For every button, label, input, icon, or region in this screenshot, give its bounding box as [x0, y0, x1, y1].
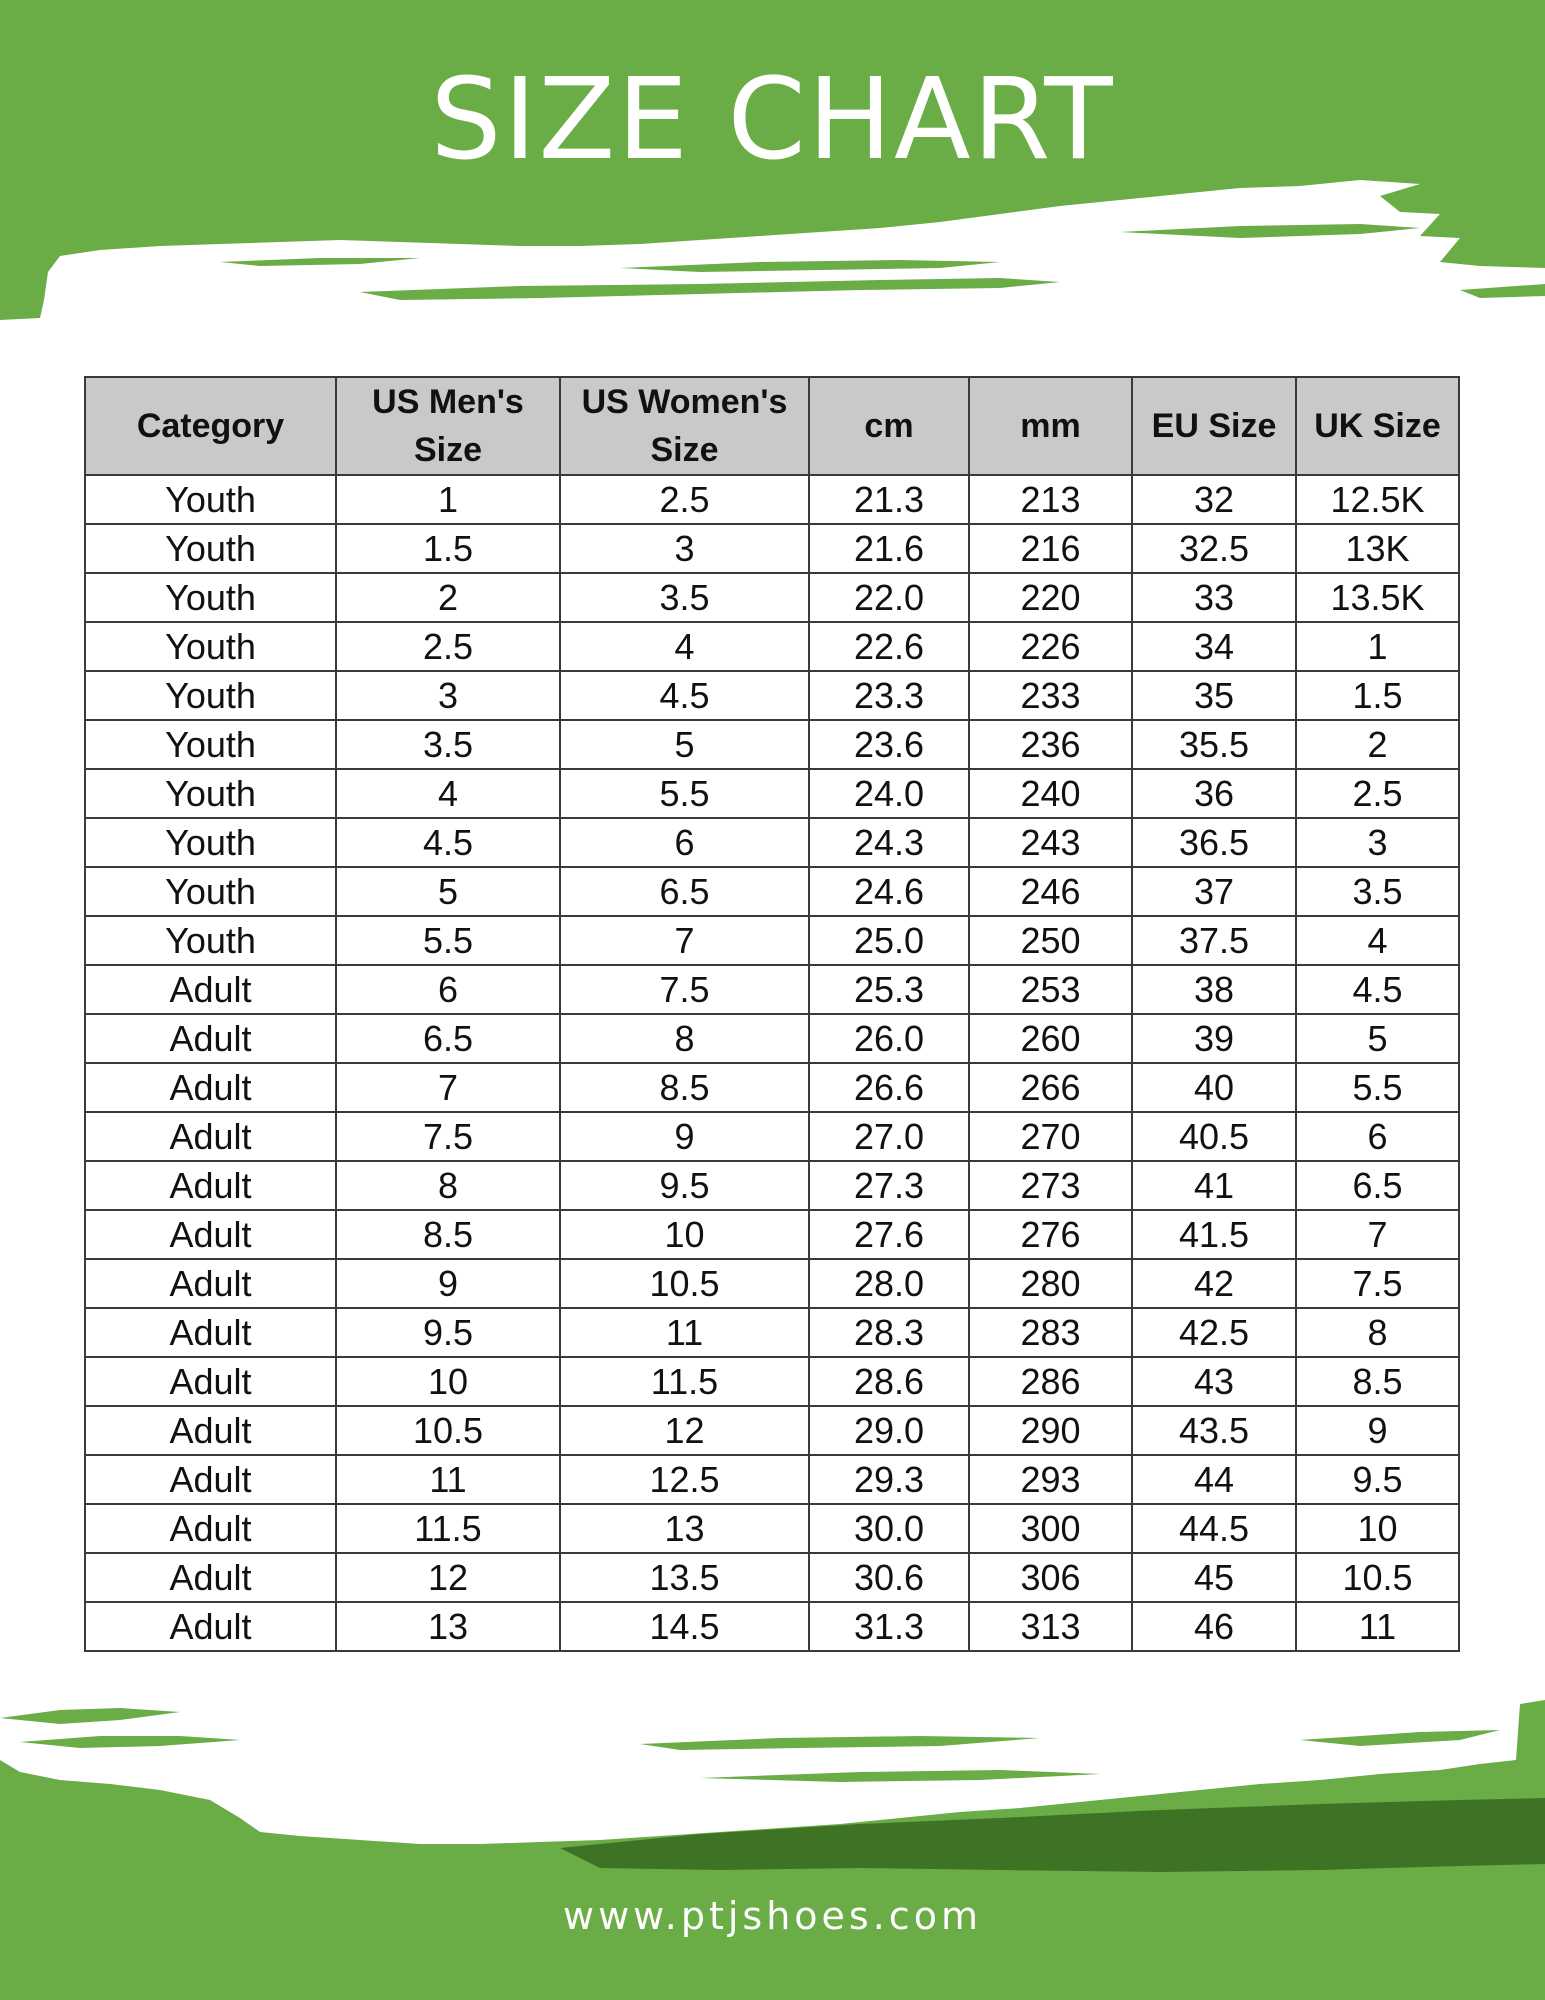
column-header-mm: mm — [969, 377, 1132, 475]
cell-category: Youth — [85, 573, 336, 622]
cell-us-mens-size: 8.5 — [336, 1210, 560, 1259]
cell-eu-size: 46 — [1132, 1602, 1296, 1651]
cell-eu-size: 40 — [1132, 1063, 1296, 1112]
cell-category: Youth — [85, 475, 336, 524]
table-row — [85, 916, 1459, 965]
cell-us-womens-size: 10.5 — [560, 1259, 809, 1308]
cell-us-womens-size: 9 — [560, 1112, 809, 1161]
cell-us-mens-size: 1 — [336, 475, 560, 524]
cell-uk-size: 4.5 — [1296, 965, 1459, 1014]
cell-category: Youth — [85, 524, 336, 573]
cell-eu-size: 33 — [1132, 573, 1296, 622]
cell-us-mens-size: 2 — [336, 573, 560, 622]
cell-us-womens-size: 12 — [560, 1406, 809, 1455]
cell-uk-size: 1.5 — [1296, 671, 1459, 720]
cell-uk-size: 6 — [1296, 1112, 1459, 1161]
cell-eu-size: 40.5 — [1132, 1112, 1296, 1161]
cell-us-womens-size: 6 — [560, 818, 809, 867]
cell-category: Adult — [85, 1161, 336, 1210]
cell-category: Adult — [85, 1308, 336, 1357]
cell-uk-size: 3 — [1296, 818, 1459, 867]
cell-us-womens-size: 8 — [560, 1014, 809, 1063]
cell-mm: 253 — [969, 965, 1132, 1014]
column-header-cm: cm — [809, 377, 969, 475]
cell-cm: 29.3 — [809, 1455, 969, 1504]
cell-mm: 233 — [969, 671, 1132, 720]
cell-us-womens-size: 14.5 — [560, 1602, 809, 1651]
table-row — [85, 867, 1459, 916]
cell-category: Youth — [85, 818, 336, 867]
cell-cm: 22.6 — [809, 622, 969, 671]
cell-category: Youth — [85, 916, 336, 965]
table-row — [85, 1063, 1459, 1112]
cell-uk-size: 5.5 — [1296, 1063, 1459, 1112]
cell-us-mens-size: 11.5 — [336, 1504, 560, 1553]
cell-uk-size: 4 — [1296, 916, 1459, 965]
cell-us-mens-size: 1.5 — [336, 524, 560, 573]
cell-mm: 250 — [969, 916, 1132, 965]
cell-cm: 24.0 — [809, 769, 969, 818]
cell-us-mens-size: 10 — [336, 1357, 560, 1406]
cell-us-womens-size: 3.5 — [560, 573, 809, 622]
cell-us-mens-size: 12 — [336, 1553, 560, 1602]
cell-uk-size: 9 — [1296, 1406, 1459, 1455]
cell-us-womens-size: 10 — [560, 1210, 809, 1259]
cell-mm: 270 — [969, 1112, 1132, 1161]
column-header-us-mens-size: US Men's Size — [336, 377, 560, 475]
table-row — [85, 965, 1459, 1014]
cell-mm: 213 — [969, 475, 1132, 524]
cell-uk-size: 6.5 — [1296, 1161, 1459, 1210]
table-row — [85, 671, 1459, 720]
cell-eu-size: 35 — [1132, 671, 1296, 720]
cell-category: Youth — [85, 720, 336, 769]
cell-mm: 280 — [969, 1259, 1132, 1308]
cell-eu-size: 42 — [1132, 1259, 1296, 1308]
cell-category: Youth — [85, 867, 336, 916]
cell-mm: 220 — [969, 573, 1132, 622]
cell-eu-size: 43 — [1132, 1357, 1296, 1406]
cell-cm: 24.3 — [809, 818, 969, 867]
cell-category: Adult — [85, 1406, 336, 1455]
cell-uk-size: 7 — [1296, 1210, 1459, 1259]
cell-us-mens-size: 7 — [336, 1063, 560, 1112]
cell-us-womens-size: 5 — [560, 720, 809, 769]
cell-mm: 273 — [969, 1161, 1132, 1210]
cell-us-mens-size: 9.5 — [336, 1308, 560, 1357]
column-header-us-womens-size: US Women's Size — [560, 377, 809, 475]
cell-mm: 313 — [969, 1602, 1132, 1651]
cell-us-womens-size: 11 — [560, 1308, 809, 1357]
cell-category: Adult — [85, 1504, 336, 1553]
table-row — [85, 622, 1459, 671]
cell-uk-size: 8.5 — [1296, 1357, 1459, 1406]
cell-us-womens-size: 9.5 — [560, 1161, 809, 1210]
cell-category: Adult — [85, 1210, 336, 1259]
cell-us-mens-size: 5.5 — [336, 916, 560, 965]
cell-us-mens-size: 6 — [336, 965, 560, 1014]
cell-eu-size: 39 — [1132, 1014, 1296, 1063]
cell-mm: 216 — [969, 524, 1132, 573]
cell-cm: 26.0 — [809, 1014, 969, 1063]
cell-uk-size: 2.5 — [1296, 769, 1459, 818]
table-row — [85, 1602, 1459, 1651]
table-row — [85, 573, 1459, 622]
cell-us-womens-size: 13 — [560, 1504, 809, 1553]
cell-category: Adult — [85, 1553, 336, 1602]
cell-cm: 28.0 — [809, 1259, 969, 1308]
cell-cm: 25.3 — [809, 965, 969, 1014]
cell-eu-size: 44.5 — [1132, 1504, 1296, 1553]
cell-eu-size: 41.5 — [1132, 1210, 1296, 1259]
table-row — [85, 1161, 1459, 1210]
cell-category: Youth — [85, 671, 336, 720]
cell-cm: 29.0 — [809, 1406, 969, 1455]
cell-eu-size: 42.5 — [1132, 1308, 1296, 1357]
cell-uk-size: 2 — [1296, 720, 1459, 769]
cell-category: Adult — [85, 965, 336, 1014]
page-title: SIZE CHART — [430, 55, 1115, 185]
cell-uk-size: 13.5K — [1296, 573, 1459, 622]
cell-us-womens-size: 6.5 — [560, 867, 809, 916]
cell-category: Adult — [85, 1112, 336, 1161]
cell-eu-size: 37 — [1132, 867, 1296, 916]
cell-mm: 286 — [969, 1357, 1132, 1406]
column-header-category: Category — [85, 377, 336, 475]
cell-us-mens-size: 3 — [336, 671, 560, 720]
cell-cm: 27.0 — [809, 1112, 969, 1161]
cell-mm: 246 — [969, 867, 1132, 916]
cell-category: Adult — [85, 1602, 336, 1651]
cell-uk-size: 1 — [1296, 622, 1459, 671]
cell-cm: 27.6 — [809, 1210, 969, 1259]
column-header-eu-size: EU Size — [1132, 377, 1296, 475]
cell-eu-size: 44 — [1132, 1455, 1296, 1504]
cell-us-womens-size: 3 — [560, 524, 809, 573]
table-row — [85, 1455, 1459, 1504]
cell-us-mens-size: 7.5 — [336, 1112, 560, 1161]
cell-cm: 31.3 — [809, 1602, 969, 1651]
cell-us-womens-size: 4.5 — [560, 671, 809, 720]
table-row — [85, 475, 1459, 524]
cell-mm: 300 — [969, 1504, 1132, 1553]
cell-cm: 21.3 — [809, 475, 969, 524]
cell-us-mens-size: 6.5 — [336, 1014, 560, 1063]
table-row — [85, 720, 1459, 769]
cell-mm: 293 — [969, 1455, 1132, 1504]
cell-uk-size: 8 — [1296, 1308, 1459, 1357]
cell-cm: 22.0 — [809, 573, 969, 622]
cell-us-womens-size: 4 — [560, 622, 809, 671]
cell-mm: 243 — [969, 818, 1132, 867]
cell-category: Adult — [85, 1063, 336, 1112]
cell-uk-size: 5 — [1296, 1014, 1459, 1063]
cell-mm: 266 — [969, 1063, 1132, 1112]
table-row — [85, 1553, 1459, 1602]
cell-uk-size: 10.5 — [1296, 1553, 1459, 1602]
cell-mm: 260 — [969, 1014, 1132, 1063]
website-url: www.ptjshoes.com — [563, 1894, 982, 1938]
cell-us-mens-size: 3.5 — [336, 720, 560, 769]
cell-mm: 290 — [969, 1406, 1132, 1455]
cell-us-mens-size: 11 — [336, 1455, 560, 1504]
cell-us-womens-size: 13.5 — [560, 1553, 809, 1602]
cell-uk-size: 9.5 — [1296, 1455, 1459, 1504]
cell-us-mens-size: 4.5 — [336, 818, 560, 867]
cell-uk-size: 10 — [1296, 1504, 1459, 1553]
cell-category: Adult — [85, 1455, 336, 1504]
cell-eu-size: 38 — [1132, 965, 1296, 1014]
table-row — [85, 1112, 1459, 1161]
table-header-row — [85, 377, 1459, 475]
cell-cm: 21.6 — [809, 524, 969, 573]
footer-brush-band — [0, 1700, 1545, 2000]
cell-cm: 30.6 — [809, 1553, 969, 1602]
cell-us-mens-size: 9 — [336, 1259, 560, 1308]
cell-uk-size: 13K — [1296, 524, 1459, 573]
cell-eu-size: 45 — [1132, 1553, 1296, 1602]
cell-uk-size: 3.5 — [1296, 867, 1459, 916]
cell-mm: 283 — [969, 1308, 1132, 1357]
cell-cm: 25.0 — [809, 916, 969, 965]
cell-us-womens-size: 12.5 — [560, 1455, 809, 1504]
cell-cm: 23.6 — [809, 720, 969, 769]
cell-us-mens-size: 4 — [336, 769, 560, 818]
cell-eu-size: 32.5 — [1132, 524, 1296, 573]
cell-cm: 28.3 — [809, 1308, 969, 1357]
cell-eu-size: 35.5 — [1132, 720, 1296, 769]
cell-eu-size: 34 — [1132, 622, 1296, 671]
cell-cm: 30.0 — [809, 1504, 969, 1553]
cell-mm: 276 — [969, 1210, 1132, 1259]
table-row — [85, 1504, 1459, 1553]
table-row — [85, 1210, 1459, 1259]
column-header-uk-size: UK Size — [1296, 377, 1459, 475]
cell-uk-size: 12.5K — [1296, 475, 1459, 524]
cell-cm: 23.3 — [809, 671, 969, 720]
cell-us-mens-size: 13 — [336, 1602, 560, 1651]
cell-us-womens-size: 8.5 — [560, 1063, 809, 1112]
cell-mm: 226 — [969, 622, 1132, 671]
cell-us-womens-size: 7.5 — [560, 965, 809, 1014]
cell-eu-size: 32 — [1132, 475, 1296, 524]
size-chart-table-container — [84, 376, 1458, 1652]
cell-cm: 26.6 — [809, 1063, 969, 1112]
cell-uk-size: 11 — [1296, 1602, 1459, 1651]
cell-eu-size: 41 — [1132, 1161, 1296, 1210]
table-row — [85, 524, 1459, 573]
cell-category: Youth — [85, 622, 336, 671]
cell-us-mens-size: 2.5 — [336, 622, 560, 671]
cell-us-mens-size: 8 — [336, 1161, 560, 1210]
cell-category: Adult — [85, 1357, 336, 1406]
cell-category: Youth — [85, 769, 336, 818]
cell-eu-size: 43.5 — [1132, 1406, 1296, 1455]
table-body — [85, 475, 1459, 1651]
cell-cm: 27.3 — [809, 1161, 969, 1210]
table-row — [85, 1259, 1459, 1308]
cell-cm: 24.6 — [809, 867, 969, 916]
cell-mm: 240 — [969, 769, 1132, 818]
cell-category: Adult — [85, 1014, 336, 1063]
cell-us-womens-size: 11.5 — [560, 1357, 809, 1406]
cell-us-mens-size: 5 — [336, 867, 560, 916]
cell-us-womens-size: 2.5 — [560, 475, 809, 524]
size-chart-table — [84, 376, 1460, 1652]
cell-category: Adult — [85, 1259, 336, 1308]
brush-stroke-bottom — [0, 1700, 1545, 2000]
table-row — [85, 1308, 1459, 1357]
cell-us-mens-size: 10.5 — [336, 1406, 560, 1455]
cell-us-womens-size: 5.5 — [560, 769, 809, 818]
cell-cm: 28.6 — [809, 1357, 969, 1406]
cell-eu-size: 36.5 — [1132, 818, 1296, 867]
cell-uk-size: 7.5 — [1296, 1259, 1459, 1308]
table-row — [85, 818, 1459, 867]
cell-us-womens-size: 7 — [560, 916, 809, 965]
cell-eu-size: 36 — [1132, 769, 1296, 818]
cell-mm: 236 — [969, 720, 1132, 769]
cell-mm: 306 — [969, 1553, 1132, 1602]
table-row — [85, 1406, 1459, 1455]
table-row — [85, 769, 1459, 818]
table-row — [85, 1357, 1459, 1406]
table-row — [85, 1014, 1459, 1063]
cell-eu-size: 37.5 — [1132, 916, 1296, 965]
